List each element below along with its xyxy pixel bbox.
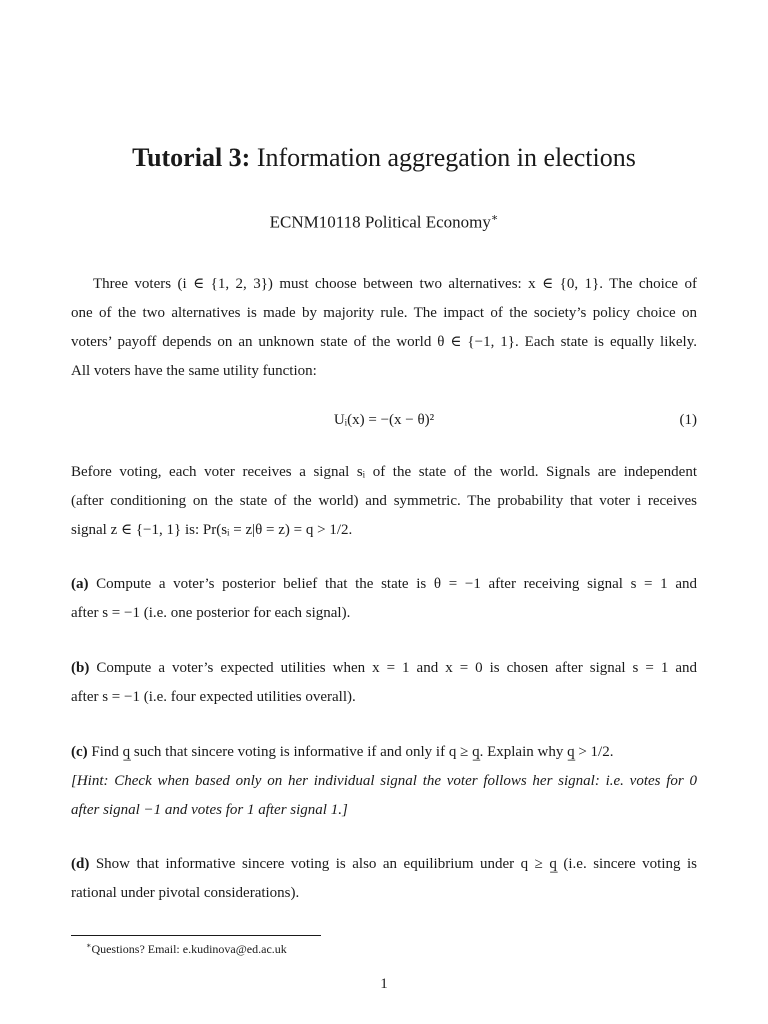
- question-c-hint2: after signal −1 and votes for 1 after signal 1.]: [71, 802, 348, 818]
- signals-line: (after conditioning on the state of the world) and symmetric. The probability that voter i receives: [71, 493, 697, 509]
- utility-equation: [0, 408, 768, 436]
- question-d-line1: [71, 850, 697, 879]
- question-d: [71, 850, 697, 908]
- page-number: 1: [380, 976, 388, 992]
- question-d-line2: rational under pivotal considerations).: [71, 885, 300, 901]
- footnote-marker: ∗: [490, 212, 499, 224]
- title-bold: Tutorial 3:: [132, 143, 251, 172]
- title-rest: Information aggregation in elections: [250, 143, 636, 172]
- footnote-rule: [71, 935, 321, 936]
- question-a-line2: after s = −1 (i.e. one posterior for each signal).: [71, 605, 351, 621]
- question-c-label: (c): [71, 744, 88, 760]
- question-c-text: Find q̲ such that sincere voting is informative if and only if q ≥ q̲. Explain why q̲ > 1/2.: [87, 744, 614, 760]
- signals-line: Before voting, each voter receives a signal sᵢ of the state of the world. Signals are independent: [71, 464, 697, 480]
- footnote: [86, 938, 287, 957]
- question-b-text: Compute a voter’s expected utilities when x = 1 and x = 0 is chosen after signal s = 1 and: [89, 660, 697, 676]
- question-a-label: (a): [71, 576, 89, 592]
- intro-line: voters’ payoff depends on an unknown state of the world θ ∈ {−1, 1}. Each state is equally likely.: [71, 334, 697, 350]
- question-b-label: (b): [71, 660, 90, 676]
- question-d-label: (d): [71, 856, 90, 872]
- signals-line: signal z ∈ {−1, 1} is: Pr(sᵢ = z|θ = z) = q > 1/2.: [71, 522, 353, 538]
- equation-number: (1): [679, 412, 697, 428]
- course-subtitle: [0, 206, 768, 235]
- question-c: [71, 738, 697, 825]
- signals-paragraph: [71, 458, 697, 545]
- intro-line: one of the two alternatives is made by majority rule. The impact of the society’s policy choice on: [71, 305, 697, 321]
- question-c-line1: [71, 738, 697, 767]
- page-title: [0, 141, 768, 175]
- footnote-text: Questions? Email: e.kudinova@ed.ac.uk: [91, 942, 287, 956]
- question-b-line2: after s = −1 (i.e. four expected utilities overall).: [71, 689, 356, 705]
- question-c-hint1: [Hint: Check when based only on her individual signal the voter follows her signal: i.e. votes for 0: [71, 773, 697, 789]
- question-a-line1: [71, 570, 697, 599]
- equation-expression: Uᵢ(x) = −(x − θ)²: [333, 412, 435, 428]
- intro-line: Three voters (i ∈ {1, 2, 3}) must choose between two alternatives: x ∈ {0, 1}. The choice of: [93, 276, 697, 292]
- intro-line: All voters have the same utility function:: [71, 363, 317, 379]
- question-a-text: Compute a voter’s posterior belief that the state is θ = −1 after receiving signal s = 1 and: [88, 576, 697, 592]
- intro-paragraph: [71, 270, 697, 386]
- question-a: [71, 570, 697, 628]
- footnote-mark: ∗: [86, 941, 92, 950]
- subtitle-text: ECNM10118 Political Economy: [269, 212, 491, 232]
- question-b: [71, 654, 697, 712]
- question-d-text: Show that informative sincere voting is also an equilibrium under q ≥ q̲ (i.e. sincere voting is: [89, 856, 697, 872]
- question-b-line1: [71, 654, 697, 683]
